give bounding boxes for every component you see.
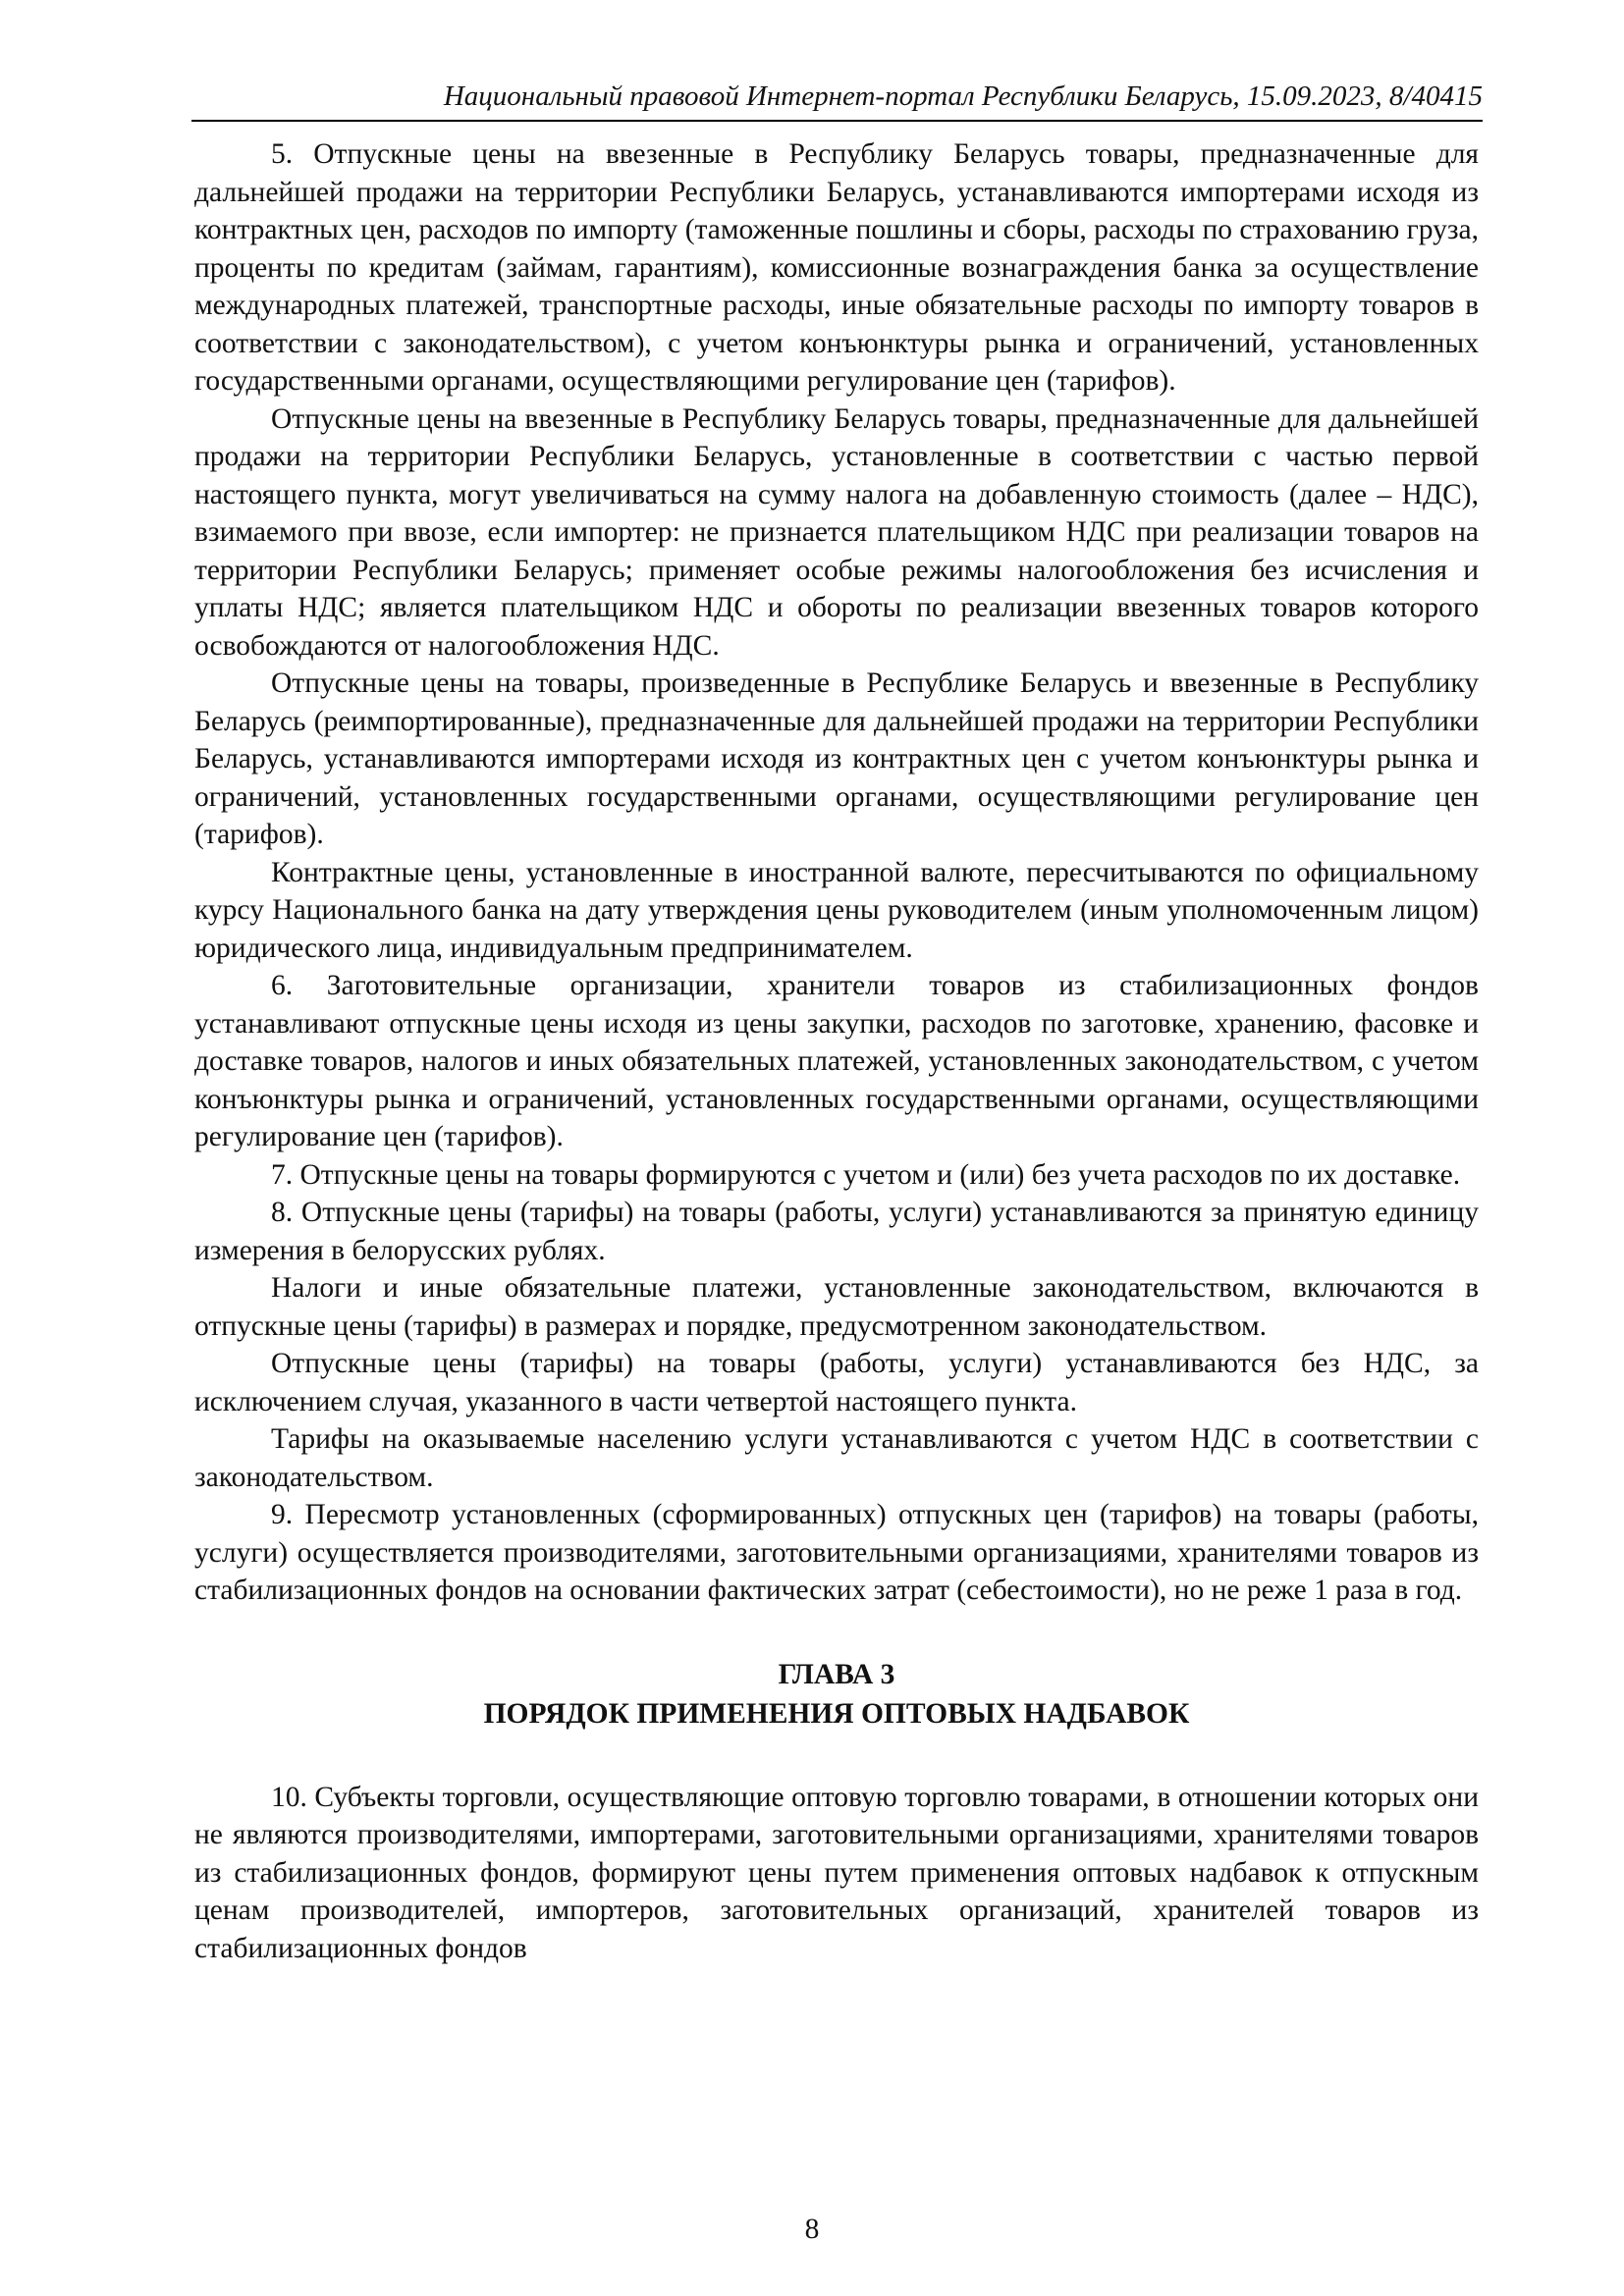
paragraph-8-3: Отпускные цены (тарифы) на товары (работы, услуги) устанавливаются без НДС, за исключением случая, указанного в части четвертой настоящего пункта.: [194, 1348, 1479, 1417]
paragraph-10: 10. Субъекты торговли, осуществляющие оптовую торговлю товарами, в отношении которых они не являются производителями, импортерами, заготовительными организациями, хранителями товаров из стабилизационных фондов, формируют цены путем применения оптовых надбавок к отпускным ценам производителей, импортеров, заготовительных организаций, хранителей товаров из стабилизационных фондов: [194, 1781, 1479, 1964]
paragraph-8-2: Налоги и иные обязательные платежи, установленные законодательством, включаются в отпускные цены (тарифы) в размерах и порядке, предусмотренном законодательством.: [194, 1272, 1479, 1342]
chapter-number: ГЛАВА 3: [778, 1658, 895, 1690]
header-divider: [191, 120, 1483, 122]
page-number: 8: [804, 2214, 820, 2245]
paragraph-9: 9. Пересмотр установленных (сформированных) отпускных цен (тарифов) на товары (работы, услуги) осуществляется производителями, заготовительными организациями, хранителями товаров из стабилизационных фондов на основании фактических затрат (себестоимости), но не реже 1 раза в год.: [194, 1499, 1479, 1606]
paragraph-5-2: Отпускные цены на ввезенные в Республику Беларусь товары, предназначенные для дальнейшей продажи на территории Республики Беларусь, установленные в соответствии с частью первой настоящего пункта, могут увеличиваться на сумму налога на добавленную стоимость (далее – НДС), взимаемого при ввозе, если импортер: не признается плательщиком НДС при реализации товаров на территории Республики Беларусь; применяет особые режимы налогообложения без исчисления и уплаты НДС; является плательщиком НДС и обороты по реализации ввезенных товаров которого освобождаются от налогообложения НДС.: [194, 402, 1479, 662]
paragraph-8-4: Тарифы на оказываемые населению услуги устанавливаются с учетом НДС в соответствии с законодательством.: [194, 1423, 1479, 1493]
paragraph-5-1: 5. Отпускные цены на ввезенные в Республику Беларусь товары, предназначенные для дальнейшей продажи на территории Республики Беларусь, устанавливаются импортерами исходя из контрактных цен, расходов по импорту (таможенные пошлины и сборы, расходы по страхованию груза, проценты по кредитам (займам, гарантиям), комиссионные вознаграждения банка за осуществление международных платежей, транспортные расходы, иные обязательные расходы по импорту товаров в соответствии с законодательством), с учетом конъюнктуры рынка и ограничений, установленных государственными органами, осуществляющими регулирование цен (тарифов).: [194, 138, 1479, 397]
running-header: Национальный правовой Интернет-портал Республики Беларусь, 15.09.2023, 8/40415: [443, 80, 1483, 112]
paragraph-5-3: Отпускные цены на товары, произведенные в Республике Беларусь и ввезенные в Республику Беларусь (реимпортированные), предназначенные для дальнейшей продажи на территории Республики Беларусь, устанавливаются импортерами исходя из контрактных цен с учетом конъюнктуры рынка и ограничений, установленных государственными органами, осуществляющими регулирование цен (тарифов).: [194, 667, 1479, 850]
paragraph-7: 7. Отпускные цены на товары формируются с учетом и (или) без учета расходов по их доставке.: [271, 1158, 1461, 1191]
chapter-title: ПОРЯДОК ПРИМЕНЕНИЯ ОПТОВЫХ НАДБАВОК: [483, 1697, 1190, 1730]
chapter-heading: [194, 1655, 1479, 1734]
paragraph-5-4: Контрактные цены, установленные в иностранной валюте, пересчитываются по официальному курсу Национального банка на дату утверждения цены руководителем (иным уполномоченным лицом) юридического лица, индивидуальным предпринимателем.: [194, 856, 1479, 964]
paragraph-6: 6. Заготовительные организации, хранители товаров из стабилизационных фондов устанавливают отпускные цены исходя из цены закупки, расходов по заготовке, хранению, фасовке и доставке товаров, налогов и иных обязательных платежей, установленных законодательством, с учетом конъюнктуры рынка и ограничений, установленных государственными органами, осуществляющими регулирование цен (тарифов).: [194, 970, 1479, 1152]
document-body: [194, 135, 1479, 1967]
paragraph-8-1: 8. Отпускные цены (тарифы) на товары (работы, услуги) устанавливаются за принятую единицу измерения в белорусских рублях.: [194, 1197, 1479, 1266]
